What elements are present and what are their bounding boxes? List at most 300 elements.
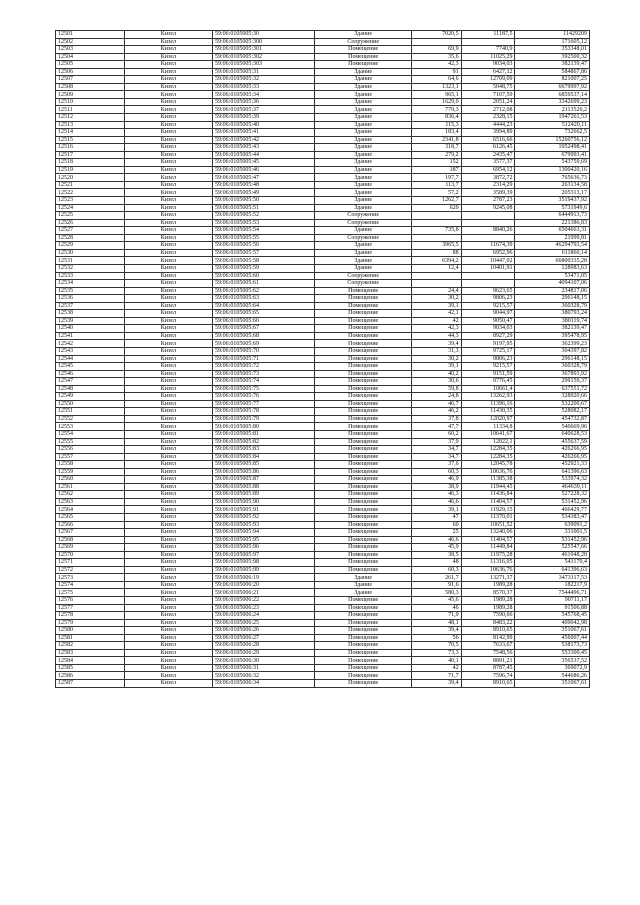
object-type-cell: Помещение <box>314 385 411 393</box>
cadastral-value-cell: 328920,66 <box>515 393 590 401</box>
rate-cell: 12022,1 <box>461 438 515 446</box>
area-cell <box>412 234 461 242</box>
record-number-cell: 12545 <box>56 363 125 371</box>
object-type-cell: Здание <box>314 76 411 84</box>
object-type-cell: Помещение <box>314 325 411 333</box>
city-cell: Кизел <box>124 649 212 657</box>
table-row <box>56 280 590 288</box>
record-number-cell: 12507 <box>56 76 125 84</box>
record-number-cell: 12525 <box>56 212 125 220</box>
city-cell: Кизел <box>124 521 212 529</box>
rate-cell: 7548,56 <box>461 649 515 657</box>
table-row <box>56 227 590 235</box>
cadastral-number-cell: 59:06:0105005:49 <box>212 189 314 197</box>
rate-cell <box>461 219 515 227</box>
cadastral-value-cell: 221386,83 <box>515 219 590 227</box>
area-cell: 38,9 <box>412 483 461 491</box>
record-number-cell: 12543 <box>56 347 125 355</box>
cadastral-number-cell: 59:06:0105006:23 <box>212 604 314 612</box>
rate-cell: 8891,21 <box>461 657 515 665</box>
object-type-cell: Помещение <box>314 46 411 54</box>
record-number-cell: 12542 <box>56 340 125 348</box>
object-type-cell: Здание <box>314 114 411 122</box>
area-cell: 60,2 <box>412 430 461 438</box>
rate-cell: 13262,93 <box>461 393 515 401</box>
city-cell: Кизел <box>124 536 212 544</box>
cadastral-value-cell: 6859537,14 <box>515 91 590 99</box>
city-cell: Кизел <box>124 385 212 393</box>
city-cell: Кизел <box>124 151 212 159</box>
record-number-cell: 12564 <box>56 506 125 514</box>
cadastral-value-cell: 426266,95 <box>515 453 590 461</box>
record-number-cell: 12558 <box>56 461 125 469</box>
table-row <box>56 121 590 129</box>
rate-cell: 8570,37 <box>461 589 515 597</box>
table-row <box>56 129 590 137</box>
cadastral-number-cell: 59:06:0105005:45 <box>212 159 314 167</box>
city-cell: Кизел <box>124 438 212 446</box>
city-cell: Кизел <box>124 627 212 635</box>
object-type-cell: Помещение <box>314 483 411 491</box>
area-cell: 46,2 <box>412 408 461 416</box>
rate-cell: 10661,4 <box>461 385 515 393</box>
table-row <box>56 604 590 612</box>
cadastral-value-cell: 182217,9 <box>515 581 590 589</box>
record-number-cell: 12513 <box>56 121 125 129</box>
object-type-cell: Помещение <box>314 672 411 680</box>
area-cell: 47,7 <box>412 423 461 431</box>
record-number-cell: 12503 <box>56 46 125 54</box>
rate-cell: 2787,23 <box>461 197 515 205</box>
cadastral-number-cell: 59:06:0105005:54 <box>212 227 314 235</box>
object-type-cell: Помещение <box>314 461 411 469</box>
city-cell: Кизел <box>124 347 212 355</box>
city-cell: Кизел <box>124 295 212 303</box>
record-number-cell: 12514 <box>56 129 125 137</box>
cadastral-number-cell: 59:06:0105005:34 <box>212 91 314 99</box>
object-type-cell: Помещение <box>314 347 411 355</box>
record-number-cell: 12575 <box>56 589 125 597</box>
cadastral-value-cell: 456007,44 <box>515 634 590 642</box>
city-cell: Кизел <box>124 506 212 514</box>
record-number-cell: 12523 <box>56 197 125 205</box>
cadastral-value-cell: 351067,61 <box>515 627 590 635</box>
cadastral-value-cell: 544686,26 <box>515 672 590 680</box>
record-number-cell: 12549 <box>56 393 125 401</box>
rate-cell: 9151,59 <box>461 370 515 378</box>
record-number-cell: 12521 <box>56 181 125 189</box>
area-cell: 37,6 <box>412 461 461 469</box>
object-type-cell: Помещение <box>314 597 411 605</box>
rate-cell: 8910,65 <box>461 627 515 635</box>
object-type-cell: Здание <box>314 31 411 39</box>
object-type-cell: Здание <box>314 129 411 137</box>
object-type-cell: Помещение <box>314 370 411 378</box>
rate-cell: 11334,8 <box>461 423 515 431</box>
cadastral-value-cell: 15260756,12 <box>515 136 590 144</box>
city-cell: Кизел <box>124 46 212 54</box>
cadastral-number-cell: 59:06:0105005:39 <box>212 114 314 122</box>
cadastral-value-cell: 534383,47 <box>515 514 590 522</box>
object-type-cell: Помещение <box>314 332 411 340</box>
table-row <box>56 491 590 499</box>
city-cell: Кизел <box>124 76 212 84</box>
record-number-cell: 12574 <box>56 581 125 589</box>
area-cell: 60,3 <box>412 468 461 476</box>
cadastral-number-cell: 59:06:0105005:78 <box>212 408 314 416</box>
object-type-cell: Помещение <box>314 529 411 537</box>
table-row <box>56 53 590 61</box>
object-type-cell: Помещение <box>314 634 411 642</box>
cadastral-value-cell: 90711,17 <box>515 597 590 605</box>
cadastral-value-cell: 46294793,54 <box>515 242 590 250</box>
object-type-cell: Помещение <box>314 61 411 69</box>
object-type-cell: Помещение <box>314 393 411 401</box>
record-number-cell: 12530 <box>56 249 125 257</box>
cadastral-value-cell: 380119,74 <box>515 317 590 325</box>
area-cell: 46,7 <box>412 400 461 408</box>
rate-cell: 9215,57 <box>461 363 515 371</box>
cadastral-number-cell: 59:06:0105005:79 <box>212 415 314 423</box>
table-row <box>56 287 590 295</box>
record-number-cell: 12538 <box>56 310 125 318</box>
record-number-cell: 12584 <box>56 657 125 665</box>
object-type-cell: Помещение <box>314 642 411 650</box>
cadastral-number-cell: 59:06:0105005:41 <box>212 129 314 137</box>
table-row <box>56 415 590 423</box>
area-cell: 30,2 <box>412 355 461 363</box>
city-cell: Кизел <box>124 212 212 220</box>
cadastral-value-cell: 525547,66 <box>515 544 590 552</box>
city-cell: Кизел <box>124 257 212 265</box>
rate-cell: 9245,08 <box>461 204 515 212</box>
record-number-cell: 12552 <box>56 415 125 423</box>
cadastral-value-cell: 382139,47 <box>515 325 590 333</box>
area-cell <box>412 219 461 227</box>
object-type-cell: Помещение <box>314 649 411 657</box>
cadastral-number-cell: 59:06:0105005:97 <box>212 551 314 559</box>
table-row <box>56 355 590 363</box>
cadastral-number-cell: 59:06:0105005:96 <box>212 544 314 552</box>
record-number-cell: 12518 <box>56 159 125 167</box>
rate-cell: 11674,39 <box>461 242 515 250</box>
rate-cell: 6954,12 <box>461 166 515 174</box>
table-row <box>56 423 590 431</box>
cadastral-value-cell: 4094107,06 <box>515 280 590 288</box>
table-row <box>56 521 590 529</box>
city-cell: Кизел <box>124 476 212 484</box>
rate-cell: 9034,03 <box>461 325 515 333</box>
area-cell: 965,1 <box>412 91 461 99</box>
city-cell: Кизел <box>124 355 212 363</box>
table-row <box>56 31 590 39</box>
area-cell: 24,4 <box>412 287 461 295</box>
rate-cell: 12045,78 <box>461 461 515 469</box>
city-cell: Кизел <box>124 91 212 99</box>
table-row <box>56 46 590 54</box>
city-cell: Кизел <box>124 581 212 589</box>
city-cell: Кизел <box>124 166 212 174</box>
area-cell: 59,8 <box>412 385 461 393</box>
city-cell: Кизел <box>124 597 212 605</box>
object-type-cell: Помещение <box>314 468 411 476</box>
rate-cell: 11385,38 <box>461 476 515 484</box>
city-cell: Кизел <box>124 332 212 340</box>
area-cell: 115,3 <box>412 121 461 129</box>
cadastral-number-cell: 59:06:0105006:21 <box>212 589 314 597</box>
cadastral-number-cell: 59:06:0105005:69 <box>212 340 314 348</box>
area-cell: 91,6 <box>412 581 461 589</box>
record-number-cell: 12506 <box>56 68 125 76</box>
record-number-cell: 12554 <box>56 430 125 438</box>
rate-cell: 11449,84 <box>461 544 515 552</box>
area-cell: 34,7 <box>412 453 461 461</box>
table-row <box>56 393 590 401</box>
object-type-cell: Помещение <box>314 551 411 559</box>
city-cell: Кизел <box>124 197 212 205</box>
cadastral-number-cell: 59:06:0105006:24 <box>212 612 314 620</box>
table-row <box>56 529 590 537</box>
object-type-cell: Здание <box>314 249 411 257</box>
record-number-cell: 12586 <box>56 672 125 680</box>
area-cell: 735,8 <box>412 227 461 235</box>
rate-cell: 11316,05 <box>461 559 515 567</box>
table-row <box>56 76 590 84</box>
cadastral-value-cell: 367893,92 <box>515 370 590 378</box>
table-row <box>56 476 590 484</box>
table-row <box>56 38 590 46</box>
object-type-cell: Помещение <box>314 415 411 423</box>
object-type-cell: Здание <box>314 91 411 99</box>
cadastral-value-cell: 360328,79 <box>515 363 590 371</box>
cadastral-value-cell: 234817,06 <box>515 287 590 295</box>
object-type-cell: Помещение <box>314 514 411 522</box>
cadastral-number-cell: 59:06:0105005:87 <box>212 476 314 484</box>
table-row <box>56 242 590 250</box>
rate-cell: 10636,76 <box>461 566 515 574</box>
cadastral-value-cell: 531452,96 <box>515 498 590 506</box>
cadastral-number-cell: 59:06:0105005:94 <box>212 529 314 537</box>
rate-cell: 9623,65 <box>461 287 515 295</box>
city-cell: Кизел <box>124 514 212 522</box>
object-type-cell: Помещение <box>314 378 411 386</box>
cadastral-number-cell: 59:06:0105005:40 <box>212 121 314 129</box>
area-cell: 12,4 <box>412 264 461 272</box>
object-type-cell: Помещение <box>314 559 411 567</box>
cadastral-value-cell: 331001,5 <box>515 529 590 537</box>
cadastral-value-cell: 640628,53 <box>515 430 590 438</box>
area-cell: 39,4 <box>412 680 461 688</box>
city-cell: Кизел <box>124 106 212 114</box>
object-type-cell: Сооружение <box>314 272 411 280</box>
record-number-cell: 12560 <box>56 476 125 484</box>
record-number-cell: 12536 <box>56 295 125 303</box>
cadastral-number-cell: 59:06:0105005:81 <box>212 430 314 438</box>
record-number-cell: 12562 <box>56 491 125 499</box>
table-row <box>56 657 590 665</box>
record-number-cell: 12527 <box>56 227 125 235</box>
object-type-cell: Помещение <box>314 544 411 552</box>
record-number-cell: 12567 <box>56 529 125 537</box>
table-row <box>56 446 590 454</box>
city-cell: Кизел <box>124 287 212 295</box>
cadastral-value-cell: 454732,87 <box>515 415 590 423</box>
cadastral-value-cell: 821007,25 <box>515 76 590 84</box>
rate-cell: 8483,22 <box>461 619 515 627</box>
city-cell: Кизел <box>124 491 212 499</box>
object-type-cell: Помещение <box>314 453 411 461</box>
table-row <box>56 83 590 91</box>
record-number-cell: 12585 <box>56 664 125 672</box>
table-row <box>56 212 590 220</box>
cadastral-number-cell: 59:06:0105005:53 <box>212 219 314 227</box>
area-cell <box>412 272 461 280</box>
area-cell: 39,4 <box>412 627 461 635</box>
record-number-cell: 12566 <box>56 521 125 529</box>
table-row <box>56 197 590 205</box>
cadastral-number-cell: 59:06:0105005:70 <box>212 347 314 355</box>
object-type-cell: Здание <box>314 136 411 144</box>
table-row <box>56 363 590 371</box>
object-type-cell: Помещение <box>314 566 411 574</box>
cadastral-value-cell: 461048,28 <box>515 551 590 559</box>
city-cell: Кизел <box>124 204 212 212</box>
area-cell: 197,7 <box>412 174 461 182</box>
object-type-cell: Помещение <box>314 627 411 635</box>
cadastral-number-cell: 59:06:0105005:58 <box>212 257 314 265</box>
area-cell: 1323,1 <box>412 83 461 91</box>
cadastral-number-cell: 59:06:0105006:31 <box>212 664 314 672</box>
area-cell: 39,1 <box>412 302 461 310</box>
rate-cell: 9044,97 <box>461 310 515 318</box>
object-type-cell: Здание <box>314 257 411 265</box>
table-row <box>56 385 590 393</box>
rate-cell: 9034,03 <box>461 61 515 69</box>
cadastral-value-cell: 641396,63 <box>515 468 590 476</box>
table-row <box>56 574 590 582</box>
table-row <box>56 619 590 627</box>
cadastral-number-cell: 59:06:0105005:99 <box>212 566 314 574</box>
object-type-cell: Здание <box>314 264 411 272</box>
rate-cell: 2328,15 <box>461 114 515 122</box>
record-number-cell: 12568 <box>56 536 125 544</box>
cadastral-number-cell: 59:06:0105005:67 <box>212 325 314 333</box>
object-type-cell: Помещение <box>314 619 411 627</box>
cadastral-number-cell: 59:06:0105005:46 <box>212 166 314 174</box>
area-cell: 46 <box>412 604 461 612</box>
cadastral-value-cell: 6444913,73 <box>515 212 590 220</box>
record-number-cell: 12548 <box>56 385 125 393</box>
table-row <box>56 136 590 144</box>
city-cell: Кизел <box>124 408 212 416</box>
city-cell: Кизел <box>124 453 212 461</box>
cadastral-number-cell: 59:06:0105005:86 <box>212 468 314 476</box>
area-cell: 580,3 <box>412 589 461 597</box>
cadastral-number-cell: 59:06:0105005:65 <box>212 310 314 318</box>
object-type-cell: Помещение <box>314 317 411 325</box>
object-type-cell: Помещение <box>314 423 411 431</box>
cadastral-number-cell: 59:06:0105005:89 <box>212 491 314 499</box>
table-row <box>56 68 590 76</box>
record-number-cell: 12551 <box>56 408 125 416</box>
table-row <box>56 559 590 567</box>
record-number-cell: 12563 <box>56 498 125 506</box>
cadastral-number-cell: 59:06:0105005:93 <box>212 521 314 529</box>
rate-cell: 7596,74 <box>461 672 515 680</box>
rate-cell: 3994,89 <box>461 129 515 137</box>
table-row <box>56 332 590 340</box>
cadastral-value-cell: 362399,23 <box>515 340 590 348</box>
cadastral-value-cell: 296148,15 <box>515 355 590 363</box>
object-type-cell: Помещение <box>314 506 411 514</box>
object-type-cell: Помещение <box>314 446 411 454</box>
city-cell: Кизел <box>124 642 212 650</box>
registry-table <box>55 30 590 688</box>
area-cell: 37,8 <box>412 415 461 423</box>
cadastral-number-cell: 59:06:0105005:303 <box>212 61 314 69</box>
rate-cell: 10636,76 <box>461 468 515 476</box>
object-type-cell: Помещение <box>314 340 411 348</box>
rate-cell: 1989,28 <box>461 604 515 612</box>
cadastral-number-cell: 59:06:0105006:19 <box>212 574 314 582</box>
cadastral-value-cell: 531452,96 <box>515 536 590 544</box>
area-cell: 40,2 <box>412 370 461 378</box>
cadastral-value-cell: 527228,32 <box>515 491 590 499</box>
cadastral-value-cell: 91506,88 <box>515 604 590 612</box>
cadastral-value-cell: 543759,69 <box>515 159 590 167</box>
city-cell: Кизел <box>124 31 212 39</box>
cadastral-value-cell: 426266,95 <box>515 446 590 454</box>
table-row <box>56 627 590 635</box>
cadastral-number-cell: 59:06:0105006:34 <box>212 680 314 688</box>
cadastral-value-cell: 6504663,31 <box>515 227 590 235</box>
area-cell: 64,6 <box>412 76 461 84</box>
area-cell: 7020,5 <box>412 31 461 39</box>
city-cell: Кизел <box>124 38 212 46</box>
area-cell: 42 <box>412 664 461 672</box>
city-cell: Кизел <box>124 544 212 552</box>
city-cell: Кизел <box>124 98 212 106</box>
area-cell: 34,7 <box>412 446 461 454</box>
cadastral-value-cell: 299159,37 <box>515 378 590 386</box>
object-type-cell: Здание <box>314 204 411 212</box>
table-row <box>56 257 590 265</box>
cadastral-number-cell: 59:06:0105005:301 <box>212 46 314 54</box>
city-cell: Кизел <box>124 242 212 250</box>
rate-cell: 11025,29 <box>461 53 515 61</box>
area-cell: 279,2 <box>412 151 461 159</box>
city-cell: Кизел <box>124 483 212 491</box>
object-type-cell: Помещение <box>314 536 411 544</box>
cadastral-number-cell: 59:06:0105005:302 <box>212 53 314 61</box>
table-row <box>56 264 590 272</box>
object-type-cell: Здание <box>314 159 411 167</box>
area-cell: 39,1 <box>412 363 461 371</box>
cadastral-number-cell: 59:06:0105005:80 <box>212 423 314 431</box>
cadastral-number-cell: 59:06:0105005:43 <box>212 144 314 152</box>
table-row <box>56 408 590 416</box>
cadastral-value-cell: 263134,58 <box>515 181 590 189</box>
city-cell: Кизел <box>124 159 212 167</box>
area-cell: 1262,7 <box>412 197 461 205</box>
rate-cell <box>461 280 515 288</box>
cadastral-number-cell: 59:06:0105006:32 <box>212 672 314 680</box>
record-number-cell: 12522 <box>56 189 125 197</box>
rate-cell: 8142,99 <box>461 634 515 642</box>
cadastral-value-cell: 3342699,23 <box>515 98 590 106</box>
rate-cell <box>461 272 515 280</box>
city-cell: Кизел <box>124 234 212 242</box>
